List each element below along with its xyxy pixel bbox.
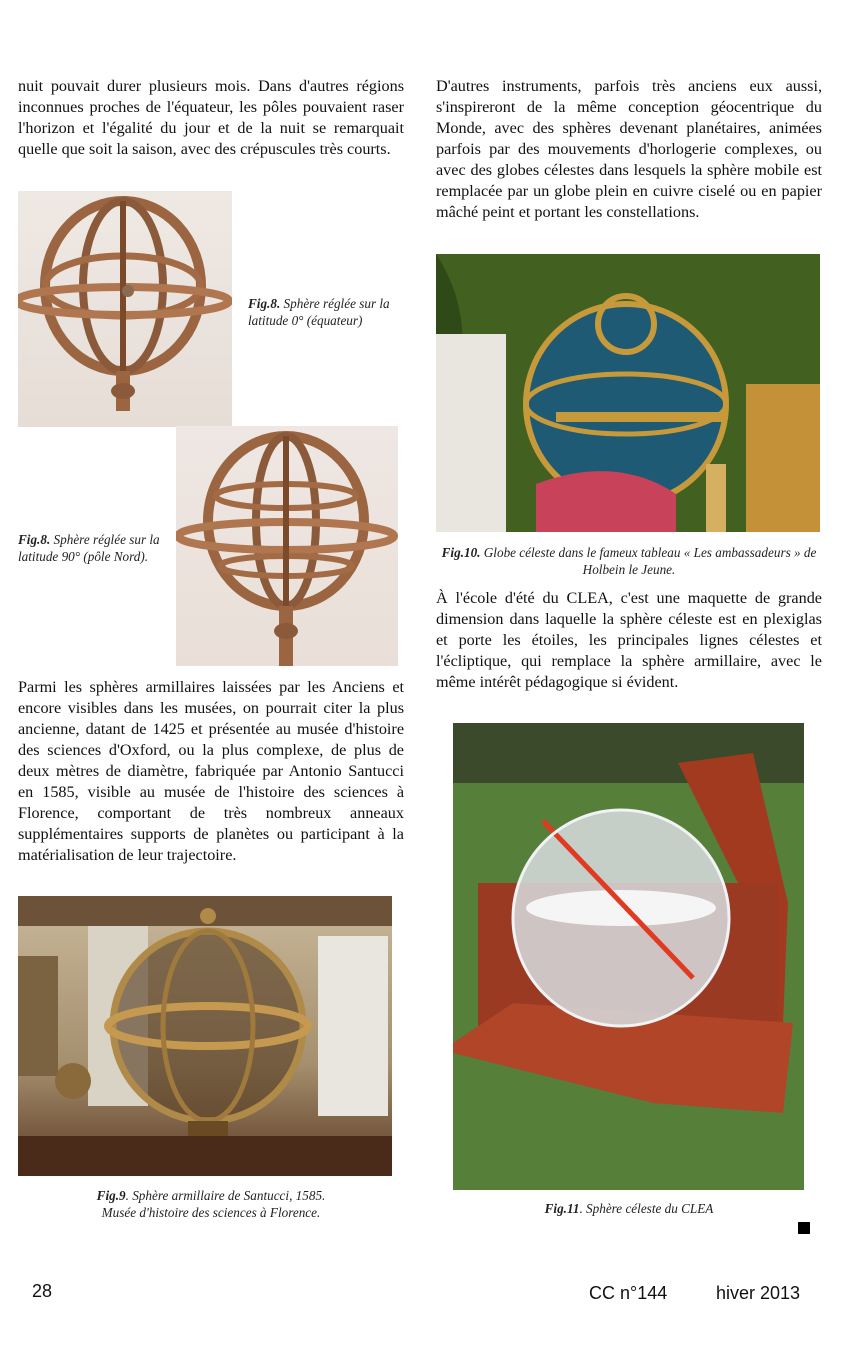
fig8b-text: Sphère réglée sur la latitude 90° (pôle Nord).	[18, 532, 160, 564]
fig11-label: Fig.11	[544, 1201, 580, 1216]
issue-season: hiver 2013	[716, 1283, 801, 1303]
fig9-label: Fig.9	[96, 1188, 126, 1203]
fig11-text: . Sphère céleste du CLEA	[579, 1201, 714, 1216]
fig10-caption	[436, 544, 822, 578]
fig9-caption	[18, 1187, 404, 1221]
fig8a-caption	[248, 295, 408, 329]
armillary-sphere-pole-image	[176, 426, 398, 666]
fig8a-label: Fig.8.	[248, 296, 281, 311]
fig10-label: Fig.10.	[441, 545, 481, 560]
fig9-text: . Sphère armillaire de Santucci, 1585.	[125, 1188, 326, 1203]
armillary-sphere-equator-image	[18, 191, 232, 427]
fig8b-label: Fig.8.	[18, 532, 51, 547]
left-paragraph-2: Parmi les sphères armillaires laissées par les Anciens et encore visibles dans les musées, on pourrait citer la plus ancienne, datant de 1425 et présentée au musée d'histoire des sciences d'Oxford, ou la plus complexe, de plus de deux mètres de diamètre, fabriquée par Antonio Santucci en 1585, visible au musée de l'histoire des sciences à Florence, comportant de très nombreux anneaux supplémentaires supports de planètes ou participant à la matérialisation de leur trajectoire.	[18, 678, 404, 864]
santucci-armillary-sphere-image	[18, 896, 392, 1176]
fig9-text-line2: Musée d'histoire des sciences à Florence.	[101, 1205, 321, 1220]
right-paragraph-2: À l'école d'été du CLEA, c'est une maquette de grande dimension dans laquelle la sphère céleste est en plexiglas et porte les étoiles, les principales lignes célestes et l'écliptique, qui remplace la sphère armillaire, avec le même intérêt pédagogique si évident.	[436, 589, 822, 691]
end-of-article-square	[798, 1222, 810, 1234]
fig10-text: Globe céleste dans le fameux tableau « Les ambassadeurs » de Holbein le Jeune.	[483, 545, 817, 577]
clea-celestial-sphere-image	[453, 723, 804, 1190]
fig11-caption	[436, 1200, 822, 1217]
holbein-celestial-globe-image	[436, 254, 820, 532]
issue-number: CC n°144	[589, 1283, 668, 1303]
fig8a-text: Sphère réglée sur la latitude 0° (équateur)	[248, 296, 390, 328]
right-paragraph-1: D'autres instruments, parfois très anciens eux aussi, s'inspireront de la même conception géocentrique du Monde, avec des sphères devenant planétaires, animées parfois par des mouvements d'horlogerie complexes, ou avec des globes célestes dans lesquels la sphère mobile est remplacée par un globe plein en cuivre ciselé ou en papier mâché peint et portant les constellations.	[436, 77, 822, 221]
left-paragraph-1: nuit pouvait durer plusieurs mois. Dans d'autres régions inconnues proches de l'équateur, les pôles pouvaient raser l'horizon et l'égalité du jour et de la nuit se remarquait quelle que soit la saison, avec des crépuscules très courts.	[18, 77, 404, 158]
fig8b-caption	[18, 531, 173, 565]
page-number: 28	[32, 1281, 53, 1301]
